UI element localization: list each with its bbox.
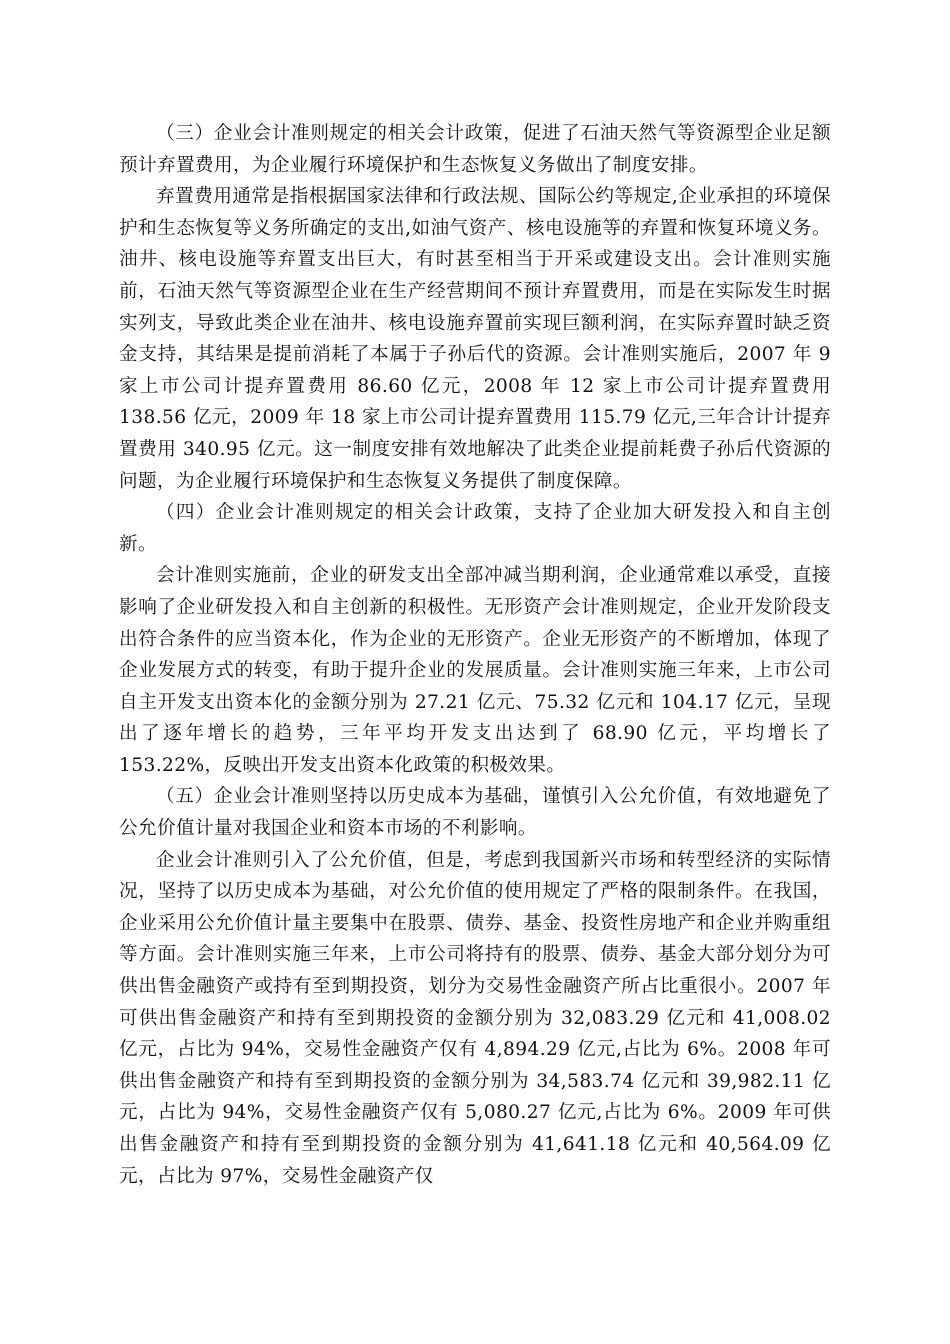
paragraph-disposal-costs: 弃置费用通常是指根据国家法律和行政法规、国际公约等规定,企业承担的环境保护和生态恢复等义务所确定的支出,如油气资产、核电设施等的弃置和恢复环境义务。油井、核电设施等弃置支出巨大，有时甚至相当于开采或建设支出。会计准则实施前，石油天然气等资源型企业在生产经营期间不预计弃置费用，而是在实际发生时据实列支，导致此类企业在油井、核电设施弃置前实现巨额利润，在实际弃置时缺乏资金支持，其结果是提前消耗了本属于子孙后代的资源。会计准则实施后，2007 年 9 家上市公司计提弃置费用 86.60 亿元，2008 年 12 家上市公司计提弃置费用 138.56 亿元，2009 年 18 家上市公司计提弃置费用 115.79 亿元,三年合计计提弃置费用 340.95 亿元。这一制度安排有效地解决了此类企业提前耗费子孙后代资源的问题，为企业履行环境保护和生态恢复义务提供了制度保障。 xyxy=(119,186,831,492)
heading-5: （五）企业会计准则坚持以历史成本为基础，谨慎引入公允价值，有效地避免了公允价值计量对我国企业和资本市场的不利影响。 xyxy=(119,786,831,840)
document-body xyxy=(119,118,831,1192)
paragraph-rd-capitalization: 会计准则实施前，企业的研发支出全部冲减当期利润，企业通常难以承受，直接影响了企业研发投入和自主创新的积极性。无形资产会计准则规定，企业开发阶段支出符合条件的应当资本化，作为企业的无形资产。企业无形资产的不断增加，体现了企业发展方式的转变，有助于提升企业的发展质量。会计准则实施三年来，上市公司自主开发支出资本化的金额分别为 27.21 亿元、75.32 亿元和 104.17 亿元，呈现出了逐年增长的趋势，三年平均开发支出达到了 68.90 亿元，平均增长了 153.22%，反映出开发支出资本化政策的积极效果。 xyxy=(119,565,831,776)
heading-3: （三）企业会计准则规定的相关会计政策，促进了石油天然气等资源型企业足额预计弃置费用，为企业履行环境保护和生态恢复义务做出了制度安排。 xyxy=(119,123,831,176)
heading-4: （四）企业会计准则规定的相关会计政策，支持了企业加大研发投入和自主创新。 xyxy=(119,502,831,555)
paragraph-fair-value: 企业会计准则引入了公允价值，但是，考虑到我国新兴市场和转型经济的实际情况，坚持了以历史成本为基础，对公允价值的使用规定了严格的限制条件。在我国，企业采用公允价值计量主要集中在股票、债券、基金、投资性房地产和企业并购重组等方面。会计准则实施三年来，上市公司将持有的股票、债券、基金大部分划分为可供出售金融资产或持有至到期投资，划分为交易性金融资产所占比重很小。2007 年可供出售金融资产和持有至到期投资的金额分别为 32,083.29 亿元和 41,008.02 亿元，占比为 94%，交易性金融资产仅有 4,894.29 亿元,占比为 6%。2008 年可供出售金融资产和持有至到期投资的金额分别为 34,583.74 亿元和 39,982.11 亿元，占比为 94%，交易性金融资产仅有 5,080.27 亿元,占比为 6%。2009 年可供出售金融资产和持有至到期投资的金额分别为 41,641.18 亿元和 40,564.09 亿元，占比为 97%，交易性金融资产仅 xyxy=(119,849,831,1187)
